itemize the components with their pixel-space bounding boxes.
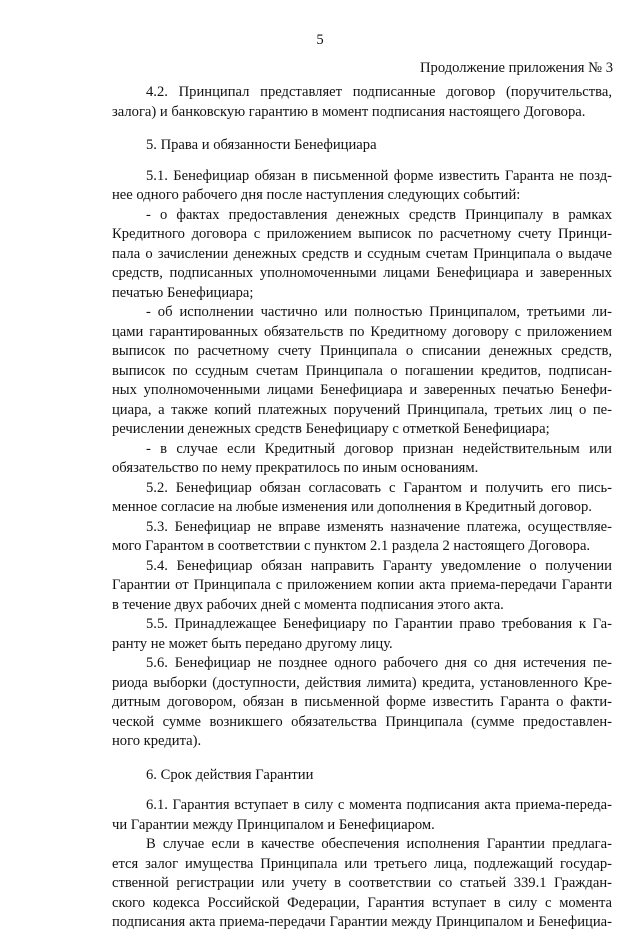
- paragraph-5-6: [112, 654, 612, 752]
- text-line: 5.2. Бенефициар обязан согласовать с Гарантом и получить его пись-: [146, 479, 612, 496]
- text-line: 5.5. Принадлежащее Бенефициару по Гарантии право требования к Га-: [146, 616, 612, 632]
- text-line: 5.6. Бенефициар не позднее одного рабочего дня со дня истечения пе-: [146, 655, 612, 671]
- text-line: средств, подписанных уполномоченными лицами Бенефициара и заверенных: [112, 265, 612, 281]
- text-line: - об исполнении частично или полностью Принципалом, третьими ли-: [146, 304, 612, 320]
- section-heading-6: 6. Срок действия Гарантии: [146, 766, 314, 783]
- text-line: подписания акта приема-передачи Гарантии между Принципалом и Бенефициа-: [112, 914, 612, 930]
- appendix-continuation-note: Продолжение приложения № 3: [420, 60, 613, 76]
- list-item-contract-invalid: [112, 440, 612, 479]
- text-line: менное согласие на любые изменения или дополнения в Кредитный договор.: [112, 499, 592, 515]
- text-line: ного кредита).: [112, 733, 202, 749]
- paragraph-6-1: [112, 796, 612, 835]
- text-line: выписок по ссудным счетам Принципала о погашении кредитов, подписан-: [112, 362, 612, 379]
- paragraph-5-1: [112, 167, 612, 206]
- text-line: ранту не может быть передано другому лицу.: [112, 635, 393, 652]
- text-line: Гарантии от Принципала с приложением копии акта приема-передачи Гаранти: [112, 577, 612, 593]
- text-line: чи Гарантии между Принципалом и Бенефициаром.: [112, 816, 435, 833]
- text-line: Кредитного договора с приложением выписок по расчетному счету Принци-: [112, 226, 612, 242]
- text-line: ского кодекса Российской Федерации, Гарантия вступает в силу с момента: [112, 894, 612, 911]
- text-line: речислении денежных средств Бенефициару с отметкой Бенефициара;: [112, 421, 550, 437]
- paragraph-5-4: [112, 557, 612, 616]
- text-line: 4.2. Принципал представляет подписанные договор (поручительства,: [146, 84, 612, 100]
- text-line: залога) и банковскую гарантию в момент подписания настоящего Договора.: [112, 103, 586, 120]
- list-item-funds-provision: [112, 206, 612, 304]
- section-heading-5: 5. Права и обязанности Бенефициара: [146, 137, 377, 153]
- text-line: 6.1. Гарантия вступает в силу с момента подписания акта приема-переда-: [146, 797, 612, 813]
- text-line: в течение двух рабочих дней с момента подписания этого акта.: [112, 596, 504, 613]
- text-line: 5.1. Бенефициар обязан в письменной форме известить Гаранта не позд-: [146, 167, 612, 184]
- text-line: ческой сумме возникшего обязательства Принципала (сумме предоставлен-: [112, 713, 612, 730]
- text-line: риода выборки (доступности, действия лимита) кредита, установленного Кре-: [112, 674, 612, 691]
- paragraph-4-2: [112, 83, 612, 122]
- text-line: В случае если в качестве обеспечения исполнения Гарантии предлага-: [146, 836, 612, 852]
- text-line: ется залог имущества Принципала или третьего лица, подлежащий государ-: [112, 855, 612, 872]
- text-line: пала о зачислении денежных средств и ссудным счетам Принципала о выдаче: [112, 245, 612, 262]
- text-line: дитным договором, обязан в письменной форме известить Гаранта о факти-: [112, 694, 612, 710]
- text-line: 5.4. Бенефициар обязан направить Гаранту уведомление о получении: [146, 557, 612, 574]
- text-line: - в случае если Кредитный договор признан недействительным или: [146, 440, 612, 457]
- text-line: 5.3. Бенефициар не вправе изменять назначение платежа, осуществляе-: [146, 518, 612, 535]
- text-line: выписок по расчетному счету Принципала о списании денежных средств,: [112, 343, 612, 359]
- paragraph-5-5: [112, 615, 612, 654]
- paragraph-6-1-pledge: [112, 835, 612, 933]
- text-line: печатью Бенефициара;: [112, 284, 254, 301]
- page-number: 5: [316, 32, 324, 48]
- document-body: [112, 83, 612, 933]
- text-line: нее одного рабочего дня после наступления следующих событий:: [112, 187, 521, 203]
- list-item-obligation-fulfillment: [112, 303, 612, 440]
- text-line: ственной регистрации или учету в соответствии со статьей 339.1 Граждан-: [112, 875, 612, 891]
- text-line: цами гарантированных обязательств по Кредитному договору с приложением: [112, 323, 612, 340]
- text-line: циара, а также копий платежных поручений Принципала, третьих лиц о пе-: [112, 401, 612, 418]
- text-line: обязательство по нему прекратилось по иным основаниям.: [112, 460, 479, 476]
- paragraph-5-3: [112, 518, 612, 557]
- text-line: - о фактах предоставления денежных средств Принципалу в рамках: [146, 206, 612, 223]
- paragraph-5-2: [112, 479, 612, 518]
- text-line: ных уполномоченными лицами Бенефициара и заверенных печатью Бенефи-: [112, 382, 612, 398]
- text-line: мого Гарантом в соответствии с пунктом 2.1 раздела 2 настоящего Договора.: [112, 538, 591, 554]
